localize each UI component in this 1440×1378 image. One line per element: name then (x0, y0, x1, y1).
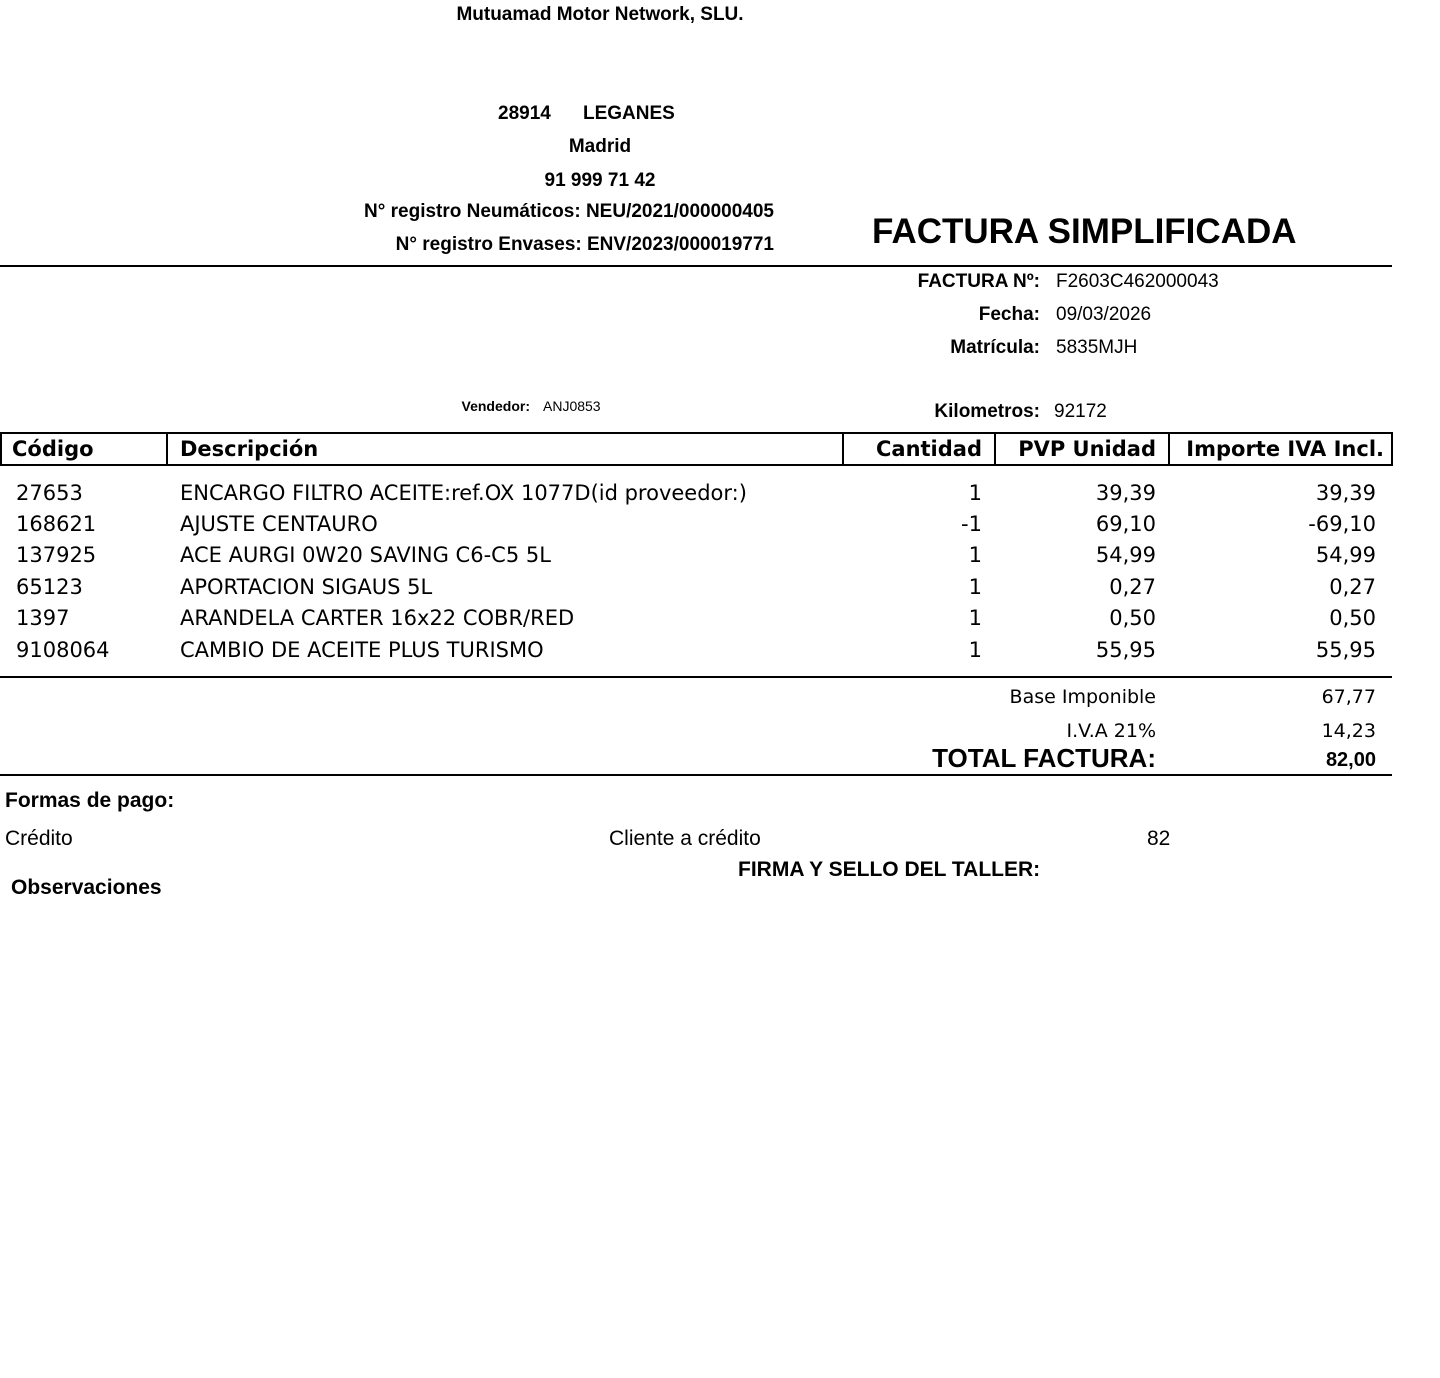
km-value: 92172 (1054, 401, 1107, 422)
column-header-quantity: Cantidad (875, 437, 982, 461)
city: LEGANES (583, 103, 675, 124)
date-value: 09/03/2026 (1056, 304, 1152, 325)
plate-value: 5835MJH (1056, 337, 1138, 358)
column-header-unit-price: PVP Unidad (1018, 437, 1156, 461)
row-amount: 39,39 (1315, 481, 1376, 505)
date-label: Fecha: (978, 304, 1040, 325)
row-quantity: 1 (968, 481, 982, 505)
row-code: 9108064 (16, 638, 110, 662)
column-divider (994, 432, 996, 466)
totals-divider (0, 774, 1392, 776)
row-amount: 55,95 (1315, 638, 1376, 662)
column-divider (1168, 432, 1170, 466)
row-unit-price: 0,50 (1109, 606, 1156, 630)
payment-amount: 82 (1147, 827, 1171, 850)
payment-method: Crédito (5, 827, 73, 850)
row-amount: 0,27 (1329, 575, 1376, 599)
row-description: CAMBIO DE ACEITE PLUS TURISMO (180, 638, 544, 662)
invoice-number-label: FACTURA Nº: (917, 271, 1040, 292)
row-amount: -69,10 (1308, 512, 1376, 536)
total-value: 82,00 (1325, 749, 1376, 771)
vat-label: I.V.A 21% (1066, 720, 1156, 742)
row-quantity: 1 (968, 638, 982, 662)
province: Madrid (568, 136, 632, 157)
row-amount: 0,50 (1329, 606, 1376, 630)
row-unit-price: 55,95 (1095, 638, 1156, 662)
base-value: 67,77 (1321, 686, 1376, 708)
row-unit-price: 69,10 (1095, 512, 1156, 536)
row-unit-price: 54,99 (1095, 543, 1156, 567)
row-code: 168621 (16, 512, 97, 536)
invoice-number: F2603C462000043 (1056, 271, 1219, 292)
payment-title: Formas de pago: (5, 789, 175, 812)
plate-label: Matrícula: (950, 337, 1040, 358)
postal-code: 28914 (498, 103, 551, 124)
row-description: ENCARGO FILTRO ACEITE:ref.OX 1077D(id proveedor:) (180, 481, 747, 505)
row-code: 137925 (16, 543, 97, 567)
signature-label: FIRMA Y SELLO DEL TALLER: (738, 858, 1041, 881)
row-unit-price: 0,27 (1109, 575, 1156, 599)
observations-label: Observaciones (11, 876, 162, 899)
seller-label: Vendedor: (461, 398, 530, 414)
column-divider (842, 432, 844, 466)
vat-value: 14,23 (1321, 720, 1376, 742)
company-name: Mutuamad Motor Network, SLU. (456, 4, 744, 25)
container-registry: N° registro Envases: ENV/2023/000019771 (395, 234, 774, 255)
payment-client: Cliente a crédito (609, 827, 761, 850)
seller-value: ANJ0853 (543, 398, 601, 414)
row-quantity: -1 (961, 512, 982, 536)
row-description: ARANDELA CARTER 16x22 COBR/RED (180, 606, 575, 630)
column-header-code: Código (12, 437, 94, 461)
row-code: 1397 (16, 606, 70, 630)
row-quantity: 1 (968, 606, 982, 630)
row-description: AJUSTE CENTAURO (180, 512, 378, 536)
row-quantity: 1 (968, 543, 982, 567)
row-amount: 54,99 (1315, 543, 1376, 567)
row-code: 65123 (16, 575, 83, 599)
document-title: FACTURA SIMPLIFICADA (872, 212, 1297, 251)
column-header-amount: Importe IVA Incl. (1186, 437, 1384, 461)
row-code: 27653 (16, 481, 83, 505)
total-label: TOTAL FACTURA: (932, 743, 1156, 773)
km-label: Kilometros: (934, 401, 1040, 422)
row-description: APORTACION SIGAUS 5L (180, 575, 433, 599)
phone: 91 999 71 42 (544, 170, 656, 191)
row-unit-price: 39,39 (1095, 481, 1156, 505)
row-description: ACE AURGI 0W20 SAVING C6-C5 5L (180, 543, 551, 567)
tyre-registry: N° registro Neumáticos: NEU/2021/000000405 (364, 201, 774, 222)
header-divider (0, 265, 1392, 267)
base-label: Base Imponible (1009, 686, 1156, 708)
row-quantity: 1 (968, 575, 982, 599)
column-header-description: Descripción (180, 437, 319, 461)
table-bottom-divider (0, 676, 1392, 678)
column-divider (166, 432, 168, 466)
